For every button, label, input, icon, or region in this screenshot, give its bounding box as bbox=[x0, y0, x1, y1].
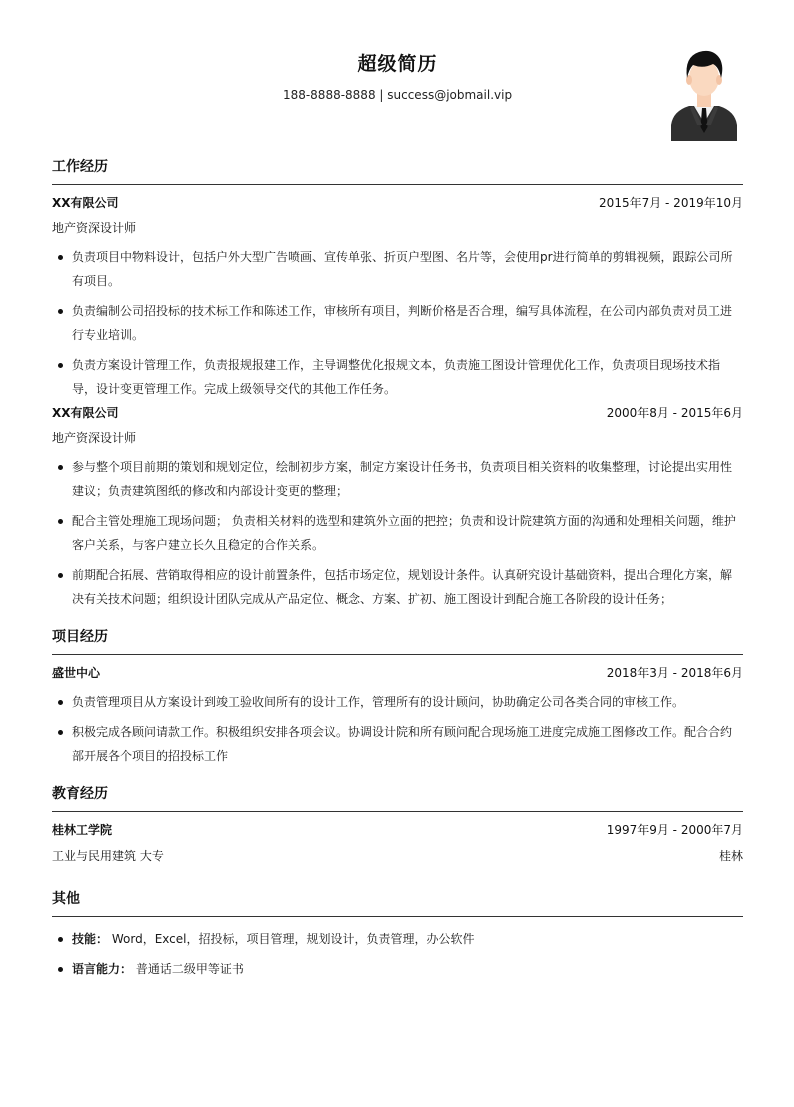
company-name: XX有限公司 bbox=[52, 196, 119, 210]
education-date: 1997年9月 - 2000年7月 bbox=[606, 823, 743, 837]
project-name: 盛世中心 bbox=[52, 666, 101, 680]
work-entry bbox=[52, 405, 743, 611]
bullet-item: 负责编制公司招投标的技术标工作和陈述工作，审核所有项目，判断价格是否合理，编写具体流程，在公司内部负责对员工进行专业培训。 bbox=[52, 299, 743, 347]
skills-item bbox=[52, 927, 743, 951]
project-bullets bbox=[52, 690, 743, 768]
skills-value: Word，Excel，招投标，项目管理，规划设计，负责管理，办公软件 bbox=[111, 932, 475, 946]
education-section bbox=[52, 784, 743, 865]
bullet-item: 参与整个项目前期的策划和规划定位，绘制初步方案，制定方案设计任务书，负责项目相关资料的收集整理，讨论提出实用性建议；负责建筑图纸的修改和内部设计变更的整理； bbox=[52, 455, 743, 503]
bullet-item: 配合主管处理施工现场问题； 负责相关材料的选型和建筑外立面的把控；负责和设计院建筑方面的沟通和处理相关问题，维护客户关系，与客户建立长久且稳定的合作关系。 bbox=[52, 509, 743, 557]
work-bullets bbox=[52, 245, 743, 401]
company-name: XX有限公司 bbox=[52, 406, 119, 420]
bullet-item: 负责管理项目从方案设计到竣工验收间所有的设计工作，管理所有的设计顾问，协助确定公司各类合同的审核工作。 bbox=[52, 690, 743, 714]
section-title-project: 项目经历 bbox=[52, 627, 743, 655]
contact-info: 188-8888-8888 | success@jobmail.vip bbox=[282, 88, 513, 102]
project-section bbox=[52, 627, 743, 768]
language-item bbox=[52, 957, 743, 981]
resume-header bbox=[52, 0, 743, 150]
project-header bbox=[52, 665, 743, 682]
education-header bbox=[52, 822, 743, 839]
language-value: 普通话二级甲等证书 bbox=[135, 962, 244, 976]
language-label: 语言能力： bbox=[72, 962, 133, 976]
bullet-item: 前期配合拓展、营销取得相应的设计前置条件，包括市场定位，规划设计条件。认真研究设计基础资料，提出合理化方案，解决有关技术问题；组织设计团队完成从产品定位、概念、方案、扩初、施工图设计到配合施工各阶段的设计任务； bbox=[52, 563, 743, 611]
job-title: 地产资深设计师 bbox=[52, 221, 137, 235]
work-bullets bbox=[52, 455, 743, 611]
section-title-work: 工作经历 bbox=[52, 157, 743, 185]
skills-label: 技能： bbox=[72, 932, 109, 946]
avatar-photo bbox=[669, 45, 739, 141]
work-entry bbox=[52, 195, 743, 401]
other-section bbox=[52, 889, 743, 981]
other-bullets bbox=[52, 927, 743, 981]
work-date: 2000年8月 - 2015年6月 bbox=[606, 406, 743, 420]
project-date: 2018年3月 - 2018年6月 bbox=[606, 666, 743, 680]
section-title-other: 其他 bbox=[52, 889, 743, 917]
school-name: 桂林工学院 bbox=[52, 823, 113, 837]
bullet-item: 负责方案设计管理工作，负责报规报建工作，主导调整优化报规文本，负责施工图设计管理优化工作，负责项目现场技术指导，设计变更管理工作。完成上级领导交代的其他工作任务。 bbox=[52, 353, 743, 401]
major: 工业与民用建筑 大专 bbox=[52, 849, 164, 863]
education-detail bbox=[52, 848, 743, 865]
bullet-item: 积极完成各顾问请款工作。积极组织安排各项会议。协调设计院和所有顾问配合现场施工进度完成施工图修改工作。配合合约部开展各个项目的招投标工作 bbox=[52, 720, 743, 768]
work-section bbox=[52, 157, 743, 611]
candidate-name: 超级简历 bbox=[357, 53, 438, 75]
education-location: 桂林 bbox=[718, 849, 743, 863]
work-entry-header bbox=[52, 195, 743, 212]
work-entry-header bbox=[52, 405, 743, 422]
work-date: 2015年7月 - 2019年10月 bbox=[599, 196, 743, 210]
section-title-education: 教育经历 bbox=[52, 784, 743, 812]
job-title: 地产资深设计师 bbox=[52, 431, 137, 445]
bullet-item: 负责项目中物料设计，包括户外大型广告喷画、宣传单张、折页户型图、名片等，会使用pr进行简单的剪辑视频，跟踪公司所有项目。 bbox=[52, 245, 743, 293]
